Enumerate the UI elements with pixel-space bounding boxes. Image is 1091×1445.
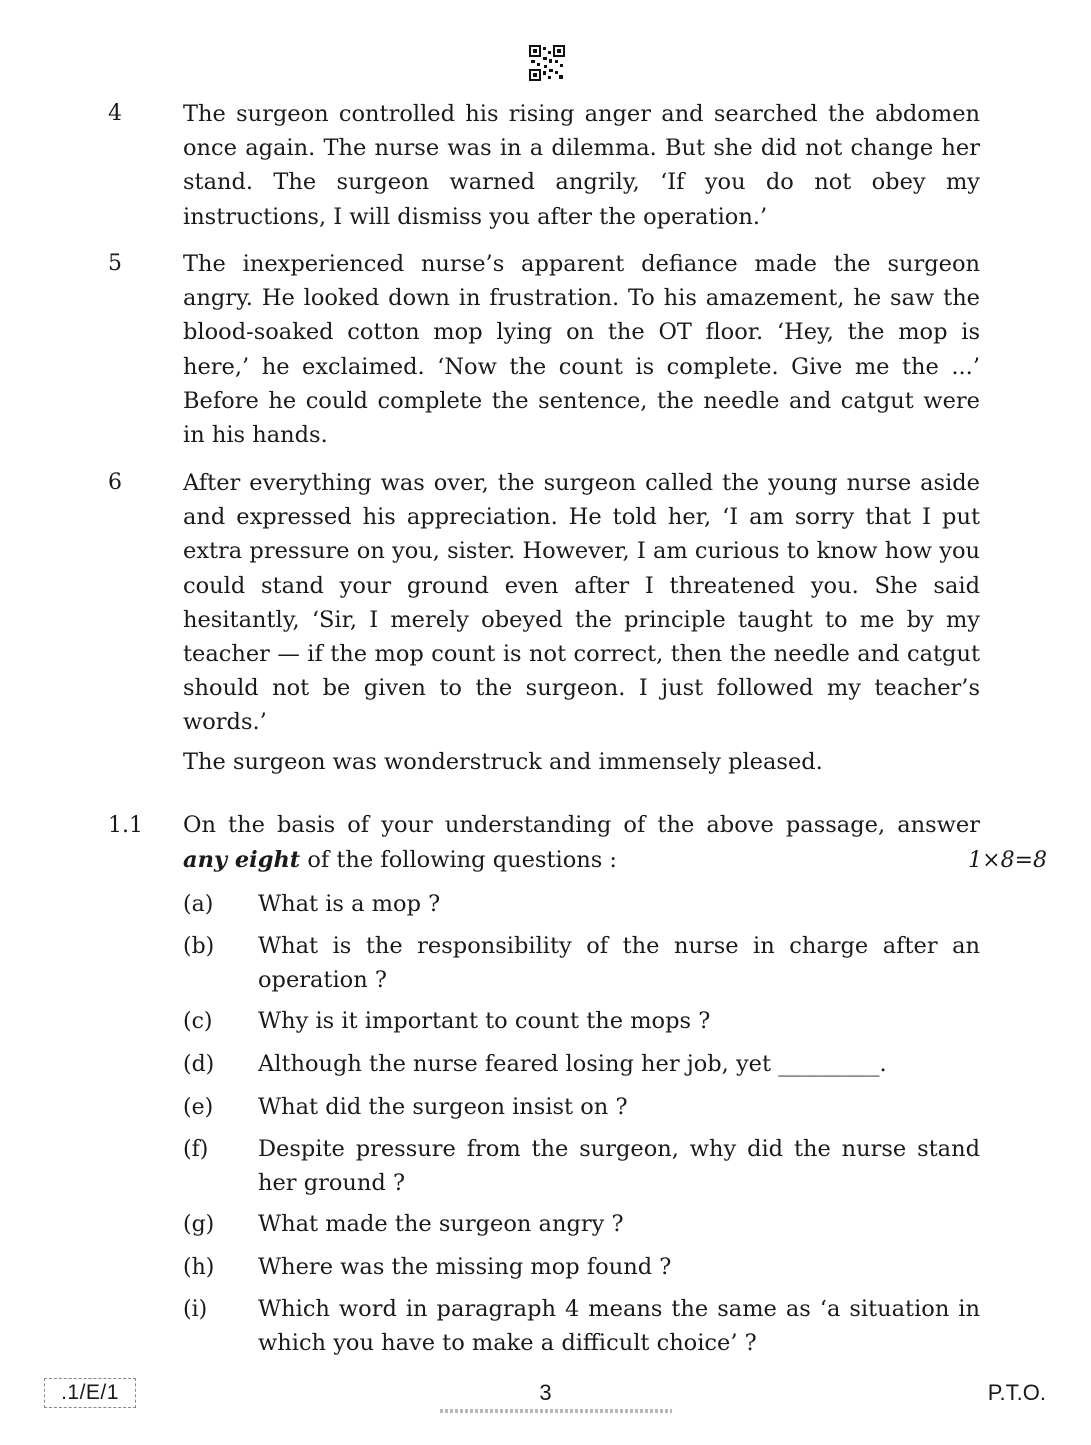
marks-label: 1×8=8 bbox=[968, 848, 1047, 873]
item-text: Which word in paragraph 4 means the same as ‘a situation in which you have to make a difficult choice’ ? bbox=[258, 1296, 980, 1356]
item-label: (h) bbox=[183, 1255, 215, 1280]
paragraph-text: After everything was over, the surgeon called the young nurse aside and expressed his appreciation. He told her, ‘I am sorry that I put extra pressure on you, sister. However, I am curious to know how you could stand your ground even after I threatened you. She said hesitantly, ‘Sir, I merely obeyed the principle taught to me by my teacher — if the mop count is not correct, then the needle and catgut should not be given to the surgeon. I just followed my teacher’s words.’ bbox=[183, 470, 980, 736]
qr-code-icon bbox=[529, 45, 565, 81]
page-number: 3 bbox=[539, 1380, 552, 1405]
item-text: Although the nurse feared losing her job, yet _________. bbox=[258, 1051, 887, 1077]
item-text: What is a mop ? bbox=[258, 891, 441, 917]
paragraph-number: 6 bbox=[108, 470, 122, 495]
paper-code: .1/E/1 bbox=[44, 1378, 136, 1408]
item-text: What is the responsibility of the nurse in charge after an operation ? bbox=[258, 933, 980, 993]
question-number: 1.1 bbox=[108, 813, 143, 838]
item-label: (f) bbox=[183, 1137, 209, 1162]
paragraph-4 bbox=[108, 97, 980, 237]
item-text: What made the surgeon angry ? bbox=[258, 1211, 624, 1237]
paragraph-text: The inexperienced nurse’s apparent defiance made the surgeon angry. He looked down in frustration. To his amazement, he saw the blood-soaked cotton mop lying on the OT floor. ‘Hey, the mop is here,’ he exclaimed. ‘Now the count is complete. Give me the ...’ Before he could complete the sentence, the needle and catgut were in his hands. bbox=[183, 251, 980, 449]
item-label: (c) bbox=[183, 1009, 213, 1034]
instruction-rest: of the following questions : bbox=[300, 847, 618, 873]
item-label: (b) bbox=[183, 934, 215, 959]
item-label: (d) bbox=[183, 1052, 215, 1077]
item-text: Where was the missing mop found ? bbox=[258, 1254, 672, 1280]
item-label: (e) bbox=[183, 1095, 214, 1120]
item-label: (a) bbox=[183, 892, 214, 917]
item-text: What did the surgeon insist on ? bbox=[258, 1094, 628, 1120]
paragraph-6 bbox=[108, 466, 980, 746]
paragraph-5 bbox=[108, 247, 980, 457]
item-text: Why is it important to count the mops ? bbox=[258, 1008, 711, 1034]
instruction-intro: On the basis of your understanding of the above passage, answer bbox=[183, 812, 980, 838]
instruction-emphasis: any eight bbox=[183, 847, 301, 873]
micro-print-line bbox=[440, 1409, 672, 1413]
closing-line: The surgeon was wonderstruck and immensely pleased. bbox=[183, 749, 823, 775]
paragraph-number: 4 bbox=[108, 101, 122, 126]
item-text: Despite pressure from the surgeon, why did the nurse stand her ground ? bbox=[258, 1136, 980, 1196]
item-label: (i) bbox=[183, 1297, 208, 1322]
question-instruction bbox=[183, 808, 980, 878]
paragraph-number: 5 bbox=[108, 251, 122, 276]
item-label: (g) bbox=[183, 1212, 215, 1237]
paragraph-text: The surgeon controlled his rising anger and searched the abdomen once again. The nurse was in a dilemma. But she did not change her stand. The surgeon warned angrily, ‘If you do not obey my instructions, I will dismiss you after the operation.’ bbox=[183, 101, 980, 230]
pto-label: P.T.O. bbox=[987, 1380, 1046, 1405]
